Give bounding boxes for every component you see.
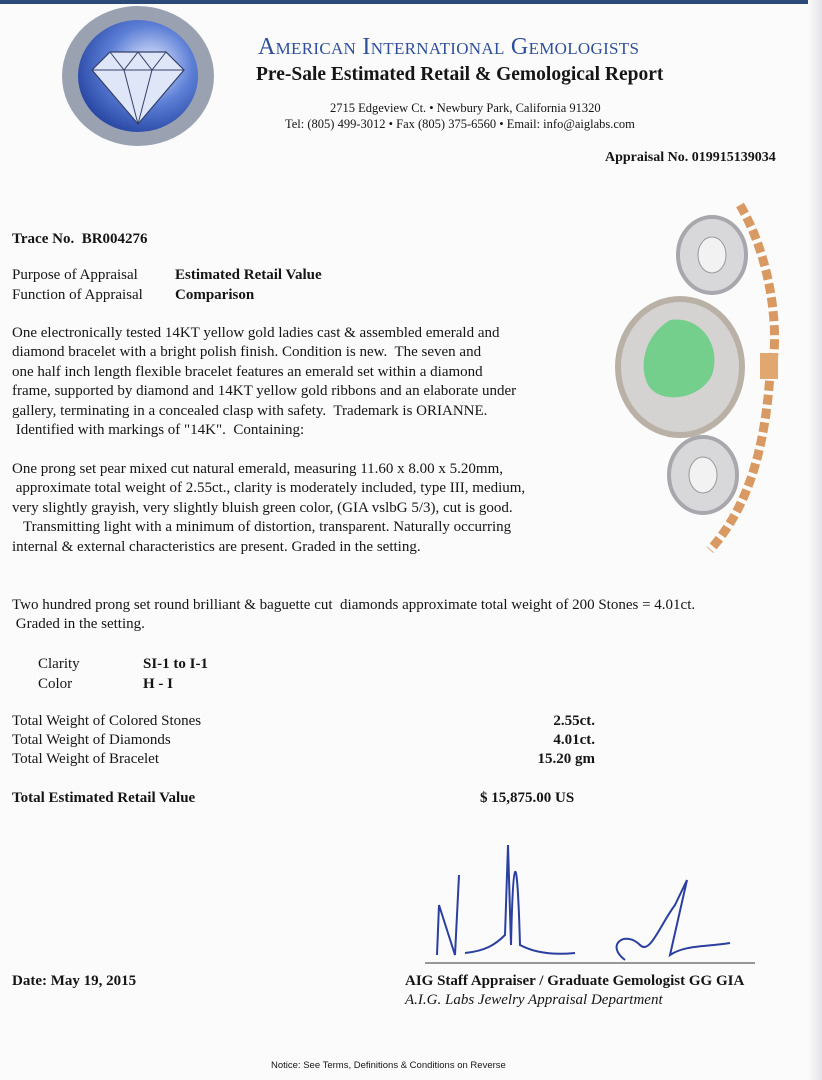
appraisal-number: Appraisal No. 019915139034	[605, 150, 776, 165]
emerald-description: One prong set pear mixed cut natural emerald, measuring 11.60 x 8.00 x 5.20mm, approximate total weight of 2.55ct., clarity is moderately included, type III, medium, very slightly grayish, very slightly bluish green color, (GIA vslbG 5/3), cut is good. Transmitting light with a minimum of distortion, transparent. Naturally occurring internal & external characteristics are present. Graded in the setting.	[12, 461, 526, 555]
color-value: H - I	[143, 676, 173, 692]
total-bracelet-value: 15.20 gm	[537, 751, 595, 767]
total-diamonds-value: 4.01ct.	[553, 732, 595, 748]
trace-number	[12, 231, 148, 248]
appraisal-date: Date: May 19, 2015	[12, 973, 137, 989]
clarity-value: SI-1 to I-1	[143, 656, 209, 672]
clarity-label: Clarity	[38, 656, 80, 672]
appraisal-department: A.I.G. Labs Jewelry Appraisal Department	[405, 992, 663, 1008]
page-edge-shadow	[808, 0, 822, 1080]
trace-label: Trace No.	[12, 231, 75, 247]
color-label: Color	[38, 676, 73, 692]
total-diamonds-label: Total Weight of Diamonds	[12, 732, 171, 748]
address: 2715 Edgeview Ct. • Newbury Park, California 91320	[330, 101, 601, 115]
retail-value-label: Total Estimated Retail Value	[12, 790, 196, 806]
organization-name: American International Gemologists	[258, 34, 640, 60]
trace-value: BR004276	[81, 231, 148, 247]
appraiser-title: AIG Staff Appraiser / Graduate Gemologist GG GIA	[405, 973, 745, 989]
appraiser-signature	[425, 835, 755, 965]
function-value: Comparison	[175, 287, 255, 303]
purpose-label: Purpose of Appraisal	[12, 267, 138, 283]
function-label: Function of Appraisal	[12, 287, 143, 303]
report-title: Pre-Sale Estimated Retail & Gemological Report	[256, 64, 664, 85]
total-colored-label: Total Weight of Colored Stones	[12, 713, 202, 729]
bracelet-photo	[600, 185, 780, 560]
terms-notice: Notice: See Terms, Definitions & Conditions on Reverse	[271, 1060, 506, 1071]
purpose-value: Estimated Retail Value	[175, 267, 322, 283]
retail-value: $ 15,875.00 US	[480, 790, 575, 806]
diamond-description: Two hundred prong set round brilliant & baguette cut diamonds approximate total weight of 200 Stones = 4.01ct. Graded in the setting.	[12, 597, 696, 633]
aig-logo	[58, 4, 218, 154]
total-bracelet-label: Total Weight of Bracelet	[12, 751, 159, 767]
contact-info: Tel: (805) 499-3012 • Fax (805) 375-6560 • Email: info@aiglabs.com	[285, 117, 635, 131]
total-colored-value: 2.55ct.	[553, 713, 595, 729]
item-description: One electronically tested 14KT yellow gold ladies cast & assembled emerald and diamond bracelet with a bright polish finish. Condition is new. The seven and one half inch length flexible bracelet features an emerald set within a diamond frame, supported by diamond and 14KT yellow gold ribbons and an elaborate under gallery, terminating in a concealed clasp with safety. Trademark is ORIANNE. Identified with markings of "14K". Containing:	[12, 325, 517, 439]
